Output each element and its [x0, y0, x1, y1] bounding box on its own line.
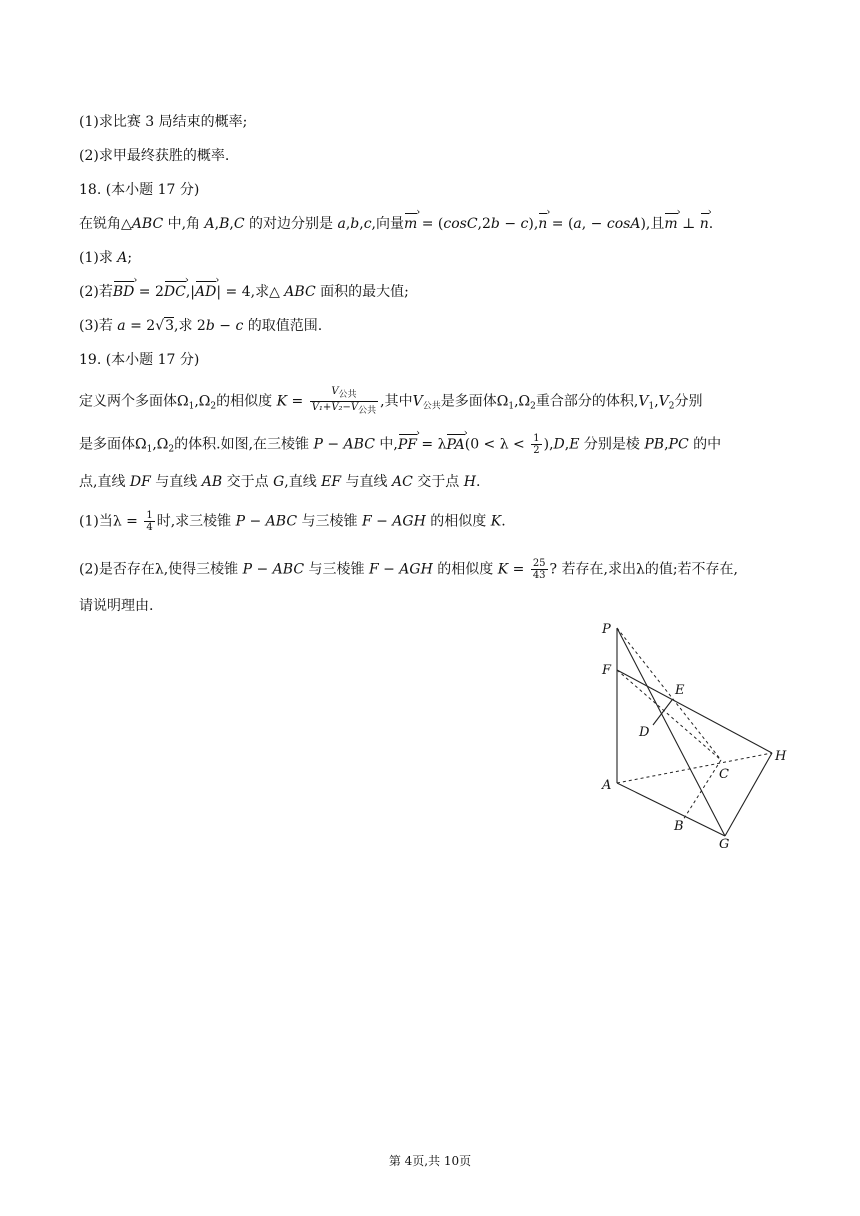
page-footer: 第 4页,共 10页	[388, 1154, 472, 1168]
q19-part1: (1)当λ = $\frac{1}{4}$ 时,求三棱锥 P − ABC 与三棱锥 F − AGH 的相似度 K.	[79, 510, 506, 533]
edge-AH	[617, 753, 772, 783]
edge-PG	[617, 628, 725, 836]
similarity-fraction: $\frac{\text{V公共}}{\text{V₁+V₂−V公共}}$	[311, 386, 377, 416]
q19-header: 19. (本小题 17 分)	[79, 352, 200, 368]
label-G: G	[719, 837, 730, 852]
vector-n: n ›	[538, 214, 547, 234]
q18-header: 18. (本小题 17 分)	[79, 182, 200, 198]
q19-line3: 点,直线 DF 与直线 AB 交于点 G,直线 EF 与直线 AC 交于点 H.	[79, 474, 481, 490]
q19-part2: (2)是否存在λ,使得三棱锥 P − ABC 与三棱锥 F − AGH 的相似度 K = $\frac{25}{43}$ ? 若存在,求出λ的值;若不存在,	[79, 558, 738, 581]
edge-PC	[617, 628, 721, 760]
label-A: A	[602, 778, 612, 793]
label-D: D	[639, 725, 650, 740]
label-E: E	[675, 683, 685, 698]
quarter-fraction: $\frac{1}{4}$	[146, 510, 153, 533]
q17-part1: (1)求比赛 3 局结束的概率;	[79, 114, 248, 130]
q19-part2-continued: 请说明理由.	[79, 598, 154, 614]
q17-part2: (2)求甲最终获胜的概率.	[79, 148, 230, 164]
q19-line1: 定义两个多面体$\Omega_1,\Omega_2$的相似度 K = $\frac{\text{V公共}}{\text{V₁+V₂−V公共}}$ ,其中$V_{公共}$是多面体$\Omega_1,\Omega_2$重合部分的体积$,V_1,V_2$分别	[79, 386, 703, 416]
sqrt-sign: √	[155, 318, 165, 334]
edge-FC	[617, 670, 721, 760]
label-F: F	[602, 663, 612, 678]
label-C: C	[719, 767, 729, 782]
edge-HG	[725, 753, 772, 836]
tetrahedron-figure	[595, 612, 795, 857]
label-P: P	[602, 622, 611, 637]
q18-part1: (1)求 A;	[79, 250, 133, 266]
half-fraction: $\frac{1}{2}$	[533, 433, 540, 456]
q18-part3: (3)若 a = 2√3,求 2b − c 的取值范围.	[79, 318, 323, 334]
k-value-fraction: $\frac{25}{43}$	[532, 558, 546, 581]
q18-part2: (2)若BD › = 2DC ›,|AD ›| = 4,求△ ABC 面积的最大值;	[79, 282, 409, 302]
vector-m: m ›	[404, 214, 417, 234]
q18-stem: 在锐角△ABC 中,角 A,B,C 的对边分别是 a,b,c,向量m › = (cosC,2b − c),n › = (a, − cosA),且m › ⊥ n ›.	[79, 214, 713, 234]
q19-line2: 是多面体$\Omega_1,\Omega_2$的体积.如图,在三棱锥 P − ABC 中,PF › = λPA ›(0 < λ < $\frac{1}{2}$ ),D,E 分别是棱 PB,PC 的中	[79, 433, 721, 460]
label-H: H	[775, 749, 787, 764]
label-B: B	[674, 819, 684, 834]
edge-AG	[617, 783, 725, 836]
edge-FH	[617, 670, 772, 753]
